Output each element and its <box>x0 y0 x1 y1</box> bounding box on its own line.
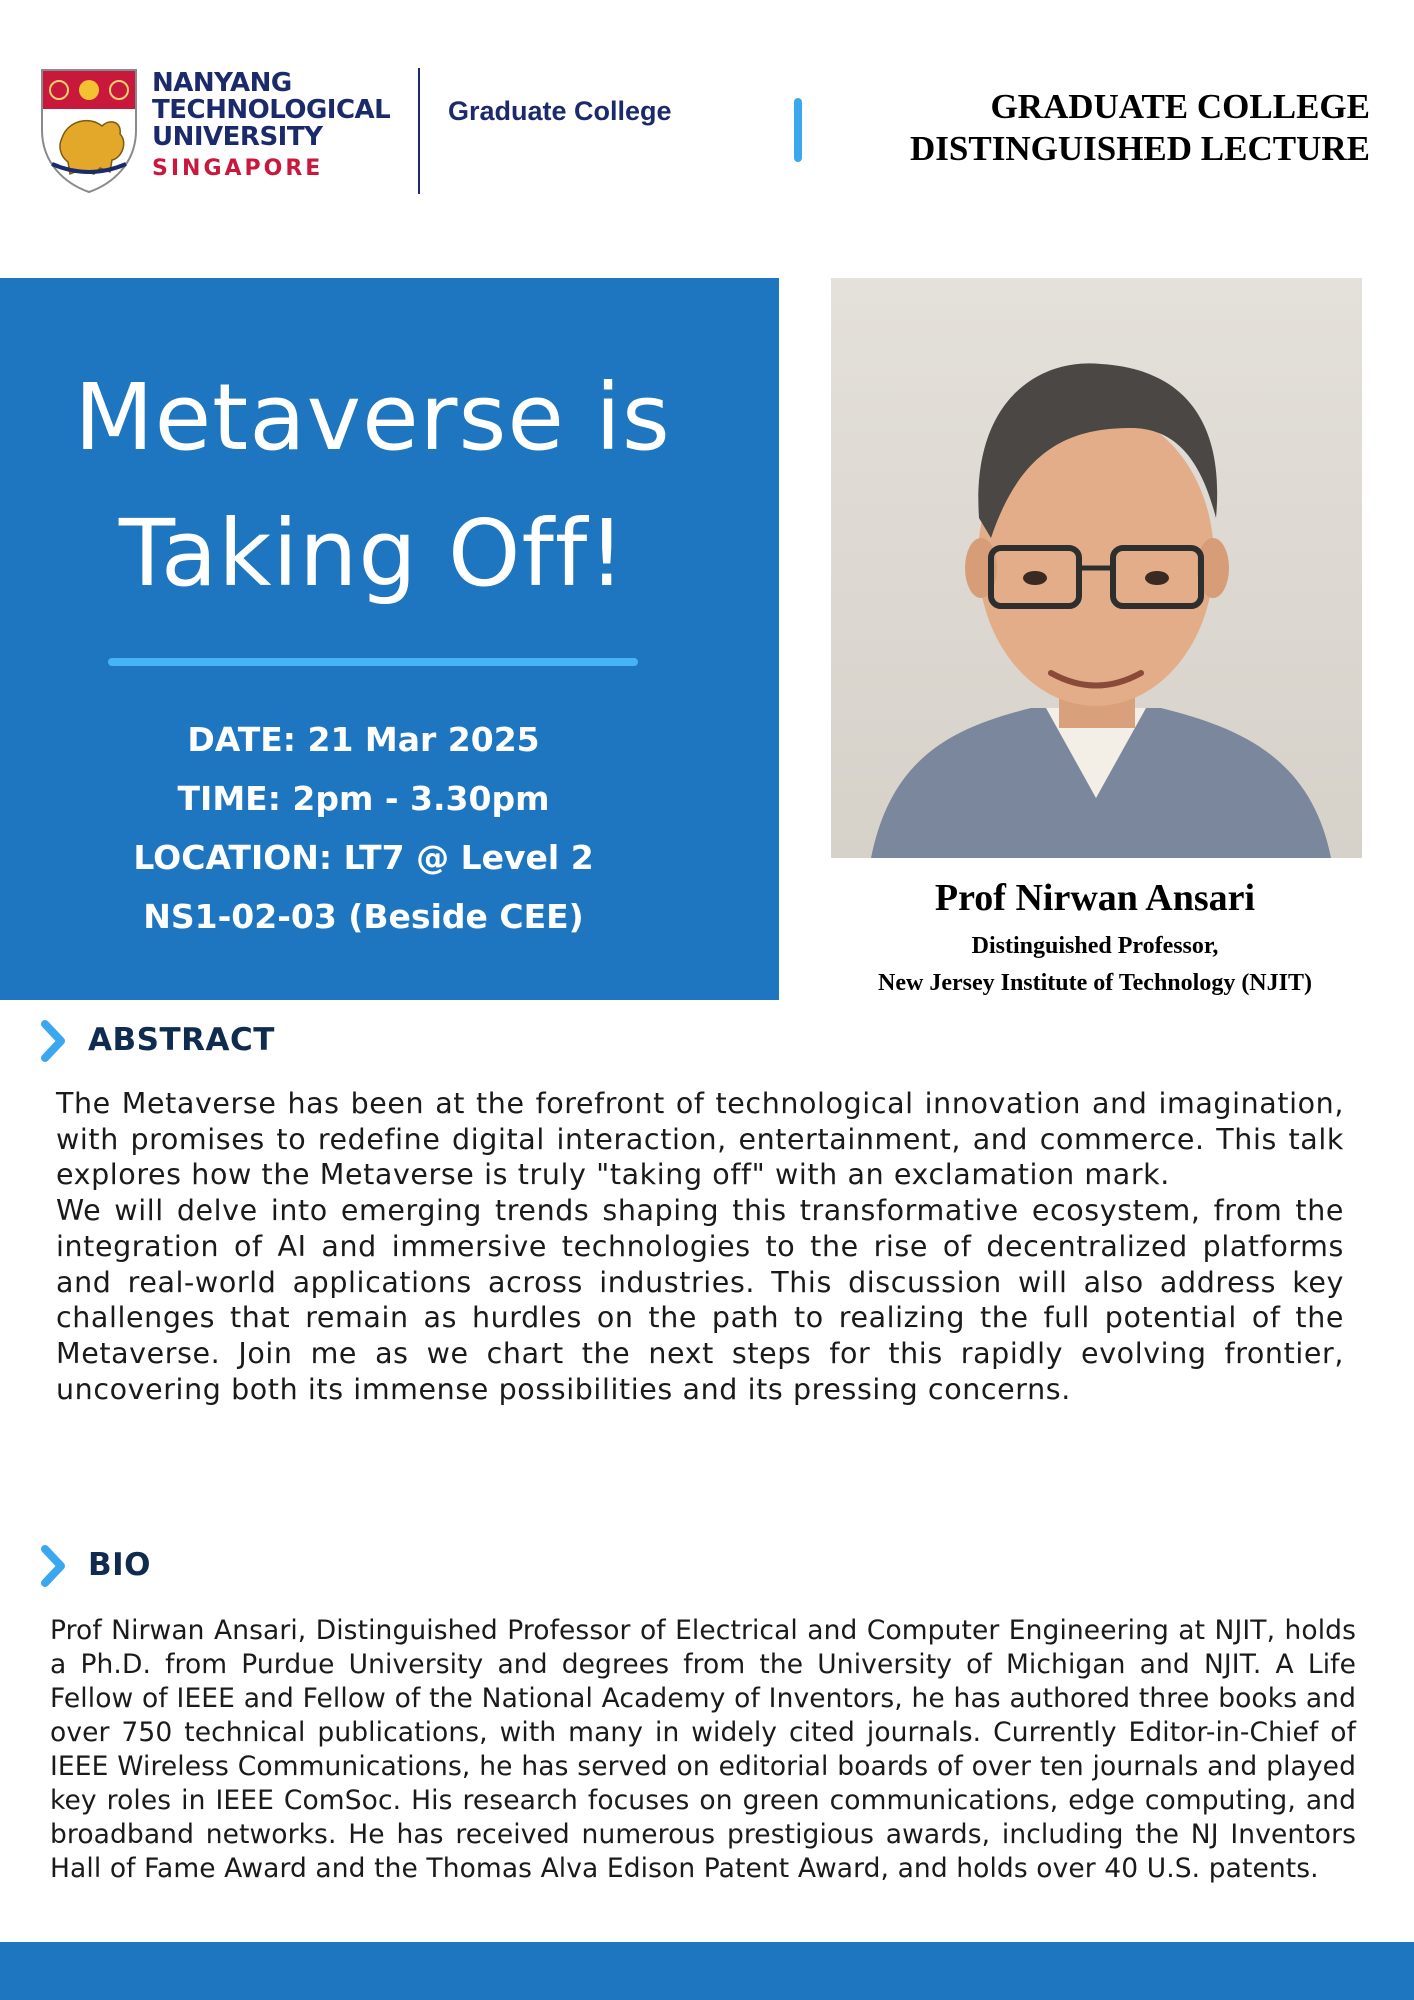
lecture-series-line2: DISTINGUISHED LECTURE <box>910 129 1370 168</box>
speaker-title-line2: New Jersey Institute of Technology (NJIT) <box>878 970 1312 996</box>
graduate-college-label: Graduate College <box>448 96 672 126</box>
event-details <box>0 710 727 946</box>
lecture-series-line1: GRADUATE COLLEGE <box>990 87 1370 126</box>
abstract-paragraph-1: The Metaverse has been at the forefront of technological innovation and imagination, with promises to redefine digital interaction, entertainment, and commerce. This talk explores how the Metaverse is truly "taking off" with an exclamation mark. <box>56 1087 1344 1192</box>
bio-paragraph: Prof Nirwan Ansari, Distinguished Professor of Electrical and Computer Engineering at NJIT, holds a Ph.D. from Purdue University and degrees from the University of Michigan and NJIT. A Life Fellow of IEEE and Fellow of the National Academy of Inventors, he has authored three books and over 750 technical publications, with many in widely cited journals. Currently Editor-in-Chief of IEEE Wireless Communications, he has served on editorial boards of over ten journals and played key roles in IEEE ComSoc. His research focuses on green communications, edge computing, and broadband networks. He has received numerous prestigious awards, including the NJ Inventors Hall of Fame Award and the Thomas Alva Edison Patent Award, and holds over 40 U.S. patents. <box>50 1615 1356 1884</box>
logo-divider <box>418 68 420 194</box>
speaker-name: Prof Nirwan Ansari <box>934 877 1256 919</box>
event-date: DATE: 21 Mar 2025 <box>187 720 540 759</box>
ntu-wordmark <box>152 70 402 182</box>
abstract-heading: ABSTRACT <box>88 1022 275 1058</box>
speaker-title-line1: Distinguished Professor, <box>971 933 1219 959</box>
chevron-right-icon <box>40 1545 66 1587</box>
lecture-series-title <box>910 86 1370 170</box>
header-accent-bar <box>794 98 802 162</box>
abstract-paragraph-2: We will delve into emerging trends shaping this transformative ecosystem, from the integration of AI and immersive technologies to the rise of decentralized platforms and real-world applications across industries. This discussion will also address key challenges that remain as hurdles on the path to realizing the full potential of the Metaverse. Join me as we chart the next steps for this rapidly evolving frontier, uncovering both its immense possibilities and its pressing concerns. <box>56 1194 1344 1406</box>
speaker-photo <box>831 278 1362 858</box>
logo-line-singapore: SINGAPORE <box>152 156 324 181</box>
abstract-body <box>56 1086 1344 1407</box>
event-time: TIME: 2pm - 3.30pm <box>177 779 550 818</box>
event-location: LOCATION: LT7 @ Level 2 <box>133 838 594 877</box>
logo-line-university: UNIVERSITY <box>152 122 323 152</box>
bio-heading: BIO <box>88 1547 152 1583</box>
title-divider <box>108 658 638 666</box>
logo-line-technological: TECHNOLOGICAL <box>152 95 391 125</box>
ntu-crest-icon <box>40 68 138 194</box>
footer-bar <box>0 1942 1414 2000</box>
bio-body <box>50 1614 1356 1886</box>
speaker-affiliation <box>800 928 1390 1002</box>
logo-line-nanyang: NANYANG <box>152 68 292 98</box>
event-location-room: NS1-02-03 (Beside CEE) <box>143 897 584 936</box>
talk-title-line1: Metaverse is <box>74 364 671 471</box>
chevron-right-icon <box>40 1020 66 1062</box>
talk-title-line2: Taking Off! <box>118 500 627 607</box>
talk-title <box>0 350 745 622</box>
